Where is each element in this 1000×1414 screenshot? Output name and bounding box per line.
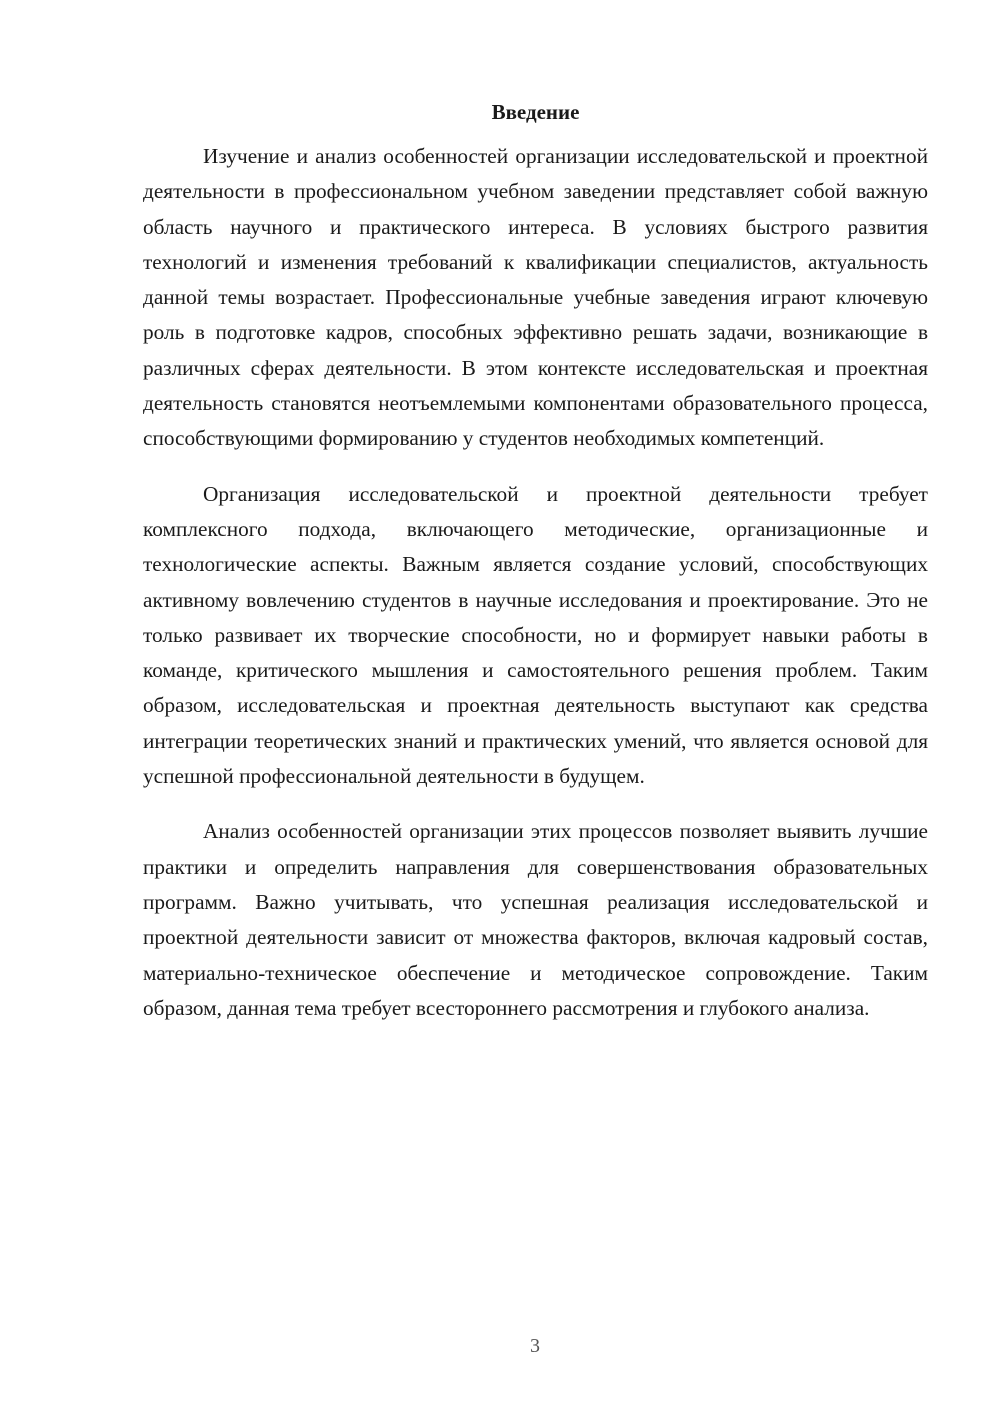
page-content: [143, 97, 928, 1026]
paragraph: Изучение и анализ особенностей организации исследовательской и проектной деятельности в профессиональном учебном заведении представляет собой важную область научного и практического интереса. В условиях быстрого развития технологий и изменения требований к квалификации специалистов, актуальность данной темы возрастает. Профессиональные учебные заведения играют ключевую роль в подготовке кадров, способных эффективно решать задачи, возникающие в различных сферах деятельности. В этом контексте исследовательская и проектная деятельность становятся неотъемлемыми компонентами образовательного процесса, способствующими формированию у студентов необходимых компетенций.: [143, 144, 928, 451]
page-number: 3: [530, 1335, 540, 1357]
paragraph: Анализ особенностей организации этих процессов позволяет выявить лучшие практики и определить направления для совершенствования образовательных программ. Важно учитывать, что успешная реализация исследовательской и проектной деятельности зависит от множества факторов, включая кадровый состав, материально-техническое обеспечение и методическое сопровождение. Таким образом, данная тема требует всестороннего рассмотрения и глубокого анализа.: [143, 819, 928, 1020]
paragraph: Организация исследовательской и проектной деятельности требует комплексного подхода, включающего методические, организационные и технологические аспекты. Важным является создание условий, способствующих активному вовлечению студентов в научные исследования и проектирование. Это не только развивает их творческие способности, но и формирует навыки работы в команде, критического мышления и самостоятельного решения проблем. Таким образом, исследовательская и проектная деятельность выступают как средства интеграции теоретических знаний и практических умений, что является основой для успешной профессиональной деятельности в будущем.: [143, 481, 928, 789]
section-title: Введение: [491, 100, 580, 124]
